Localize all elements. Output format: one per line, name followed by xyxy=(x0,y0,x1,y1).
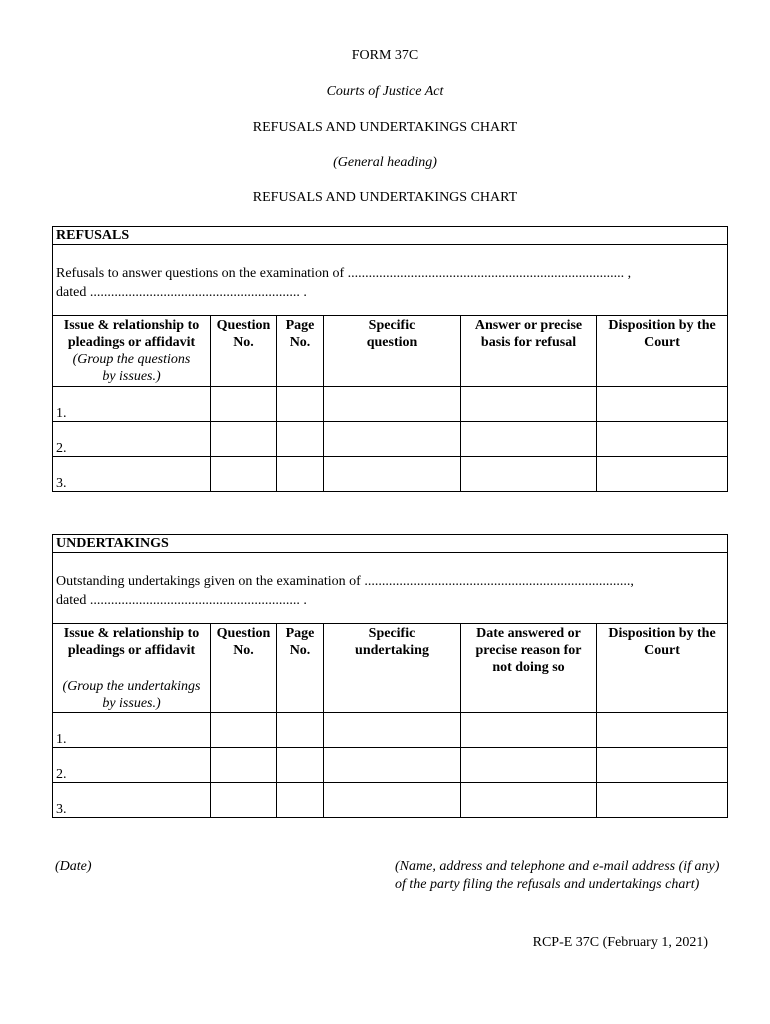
undertakings-intro xyxy=(53,553,728,624)
chart-title: REFUSALS AND UNDERTAKINGS CHART xyxy=(252,120,518,135)
cell[interactable] xyxy=(461,713,597,748)
row-number: 1. xyxy=(53,713,211,748)
refusals-table xyxy=(52,226,728,492)
cell[interactable] xyxy=(597,783,728,818)
undertakings-intro-line2: dated ............................................................ . xyxy=(56,593,307,608)
col-issue-note: (Group the undertakings by issues.) xyxy=(62,679,201,711)
col-disposition: Disposition by the Court xyxy=(597,316,728,387)
col-specific: Specific question xyxy=(324,316,461,387)
cell[interactable] xyxy=(597,422,728,457)
cell[interactable] xyxy=(461,783,597,818)
refusals-intro xyxy=(53,245,728,316)
cell[interactable] xyxy=(324,748,461,783)
cell[interactable] xyxy=(324,457,461,492)
col-issue xyxy=(53,316,211,387)
table-row xyxy=(53,713,728,748)
cell[interactable] xyxy=(277,387,324,422)
cell[interactable] xyxy=(324,713,461,748)
refusals-heading: REFUSALS xyxy=(53,227,728,245)
date-signature-label: (Date) xyxy=(55,859,92,874)
cell[interactable] xyxy=(461,457,597,492)
table-row xyxy=(53,748,728,783)
undertakings-heading: UNDERTAKINGS xyxy=(53,535,728,553)
chart-title-repeat: REFUSALS AND UNDERTAKINGS CHART xyxy=(252,190,518,205)
undertakings-table xyxy=(52,534,728,818)
cell[interactable] xyxy=(277,422,324,457)
cell[interactable] xyxy=(324,422,461,457)
general-heading: (General heading) xyxy=(333,155,437,170)
undertakings-intro-line1: Outstanding undertakings given on the examination of ............................................................................, xyxy=(56,574,634,589)
act-name: Courts of Justice Act xyxy=(326,84,444,99)
col-specific: Specific undertaking xyxy=(324,624,461,713)
cell[interactable] xyxy=(461,422,597,457)
cell[interactable] xyxy=(211,748,277,783)
refusals-intro-line2: dated ............................................................ . xyxy=(56,285,307,300)
refusals-intro-line1: Refusals to answer questions on the examination of ............................................................................... , xyxy=(56,266,632,281)
row-number: 2. xyxy=(53,422,211,457)
cell[interactable] xyxy=(461,748,597,783)
cell[interactable] xyxy=(277,748,324,783)
cell[interactable] xyxy=(461,387,597,422)
cell[interactable] xyxy=(324,783,461,818)
form-number: FORM 37C xyxy=(351,48,419,63)
cell[interactable] xyxy=(277,713,324,748)
table-row xyxy=(53,387,728,422)
col-answer: Answer or precise basis for refusal xyxy=(461,316,597,387)
col-page: Page No. xyxy=(277,316,324,387)
cell[interactable] xyxy=(211,457,277,492)
col-page: Page No. xyxy=(277,624,324,713)
row-number: 3. xyxy=(53,457,211,492)
cell[interactable] xyxy=(324,387,461,422)
cell[interactable] xyxy=(597,713,728,748)
row-number: 2. xyxy=(53,748,211,783)
cell[interactable] xyxy=(597,748,728,783)
cell[interactable] xyxy=(597,457,728,492)
cell[interactable] xyxy=(277,783,324,818)
form-footer: RCP-E 37C (February 1, 2021) xyxy=(532,935,708,950)
cell[interactable] xyxy=(211,783,277,818)
col-question: Question No. xyxy=(211,624,277,713)
table-row xyxy=(53,457,728,492)
col-issue xyxy=(53,624,211,713)
col-issue-label: Issue & relationship to pleadings or affidavit xyxy=(63,626,200,658)
cell[interactable] xyxy=(211,422,277,457)
table-row xyxy=(53,783,728,818)
party-signature-label: (Name, address and telephone and e-mail address (if any) of the party filing the refusals and undertakings chart) xyxy=(395,859,720,892)
row-number: 1. xyxy=(53,387,211,422)
cell[interactable] xyxy=(277,457,324,492)
cell[interactable] xyxy=(597,387,728,422)
cell[interactable] xyxy=(211,387,277,422)
col-issue-note: (Group the questions by issues.) xyxy=(72,352,191,384)
col-issue-label: Issue & relationship to pleadings or affidavit xyxy=(63,318,200,350)
table-row xyxy=(53,422,728,457)
col-disposition: Disposition by the Court xyxy=(597,624,728,713)
col-answer: Date answered or precise reason for not doing so xyxy=(461,624,597,713)
row-number: 3. xyxy=(53,783,211,818)
cell[interactable] xyxy=(211,713,277,748)
col-question: Question No. xyxy=(211,316,277,387)
